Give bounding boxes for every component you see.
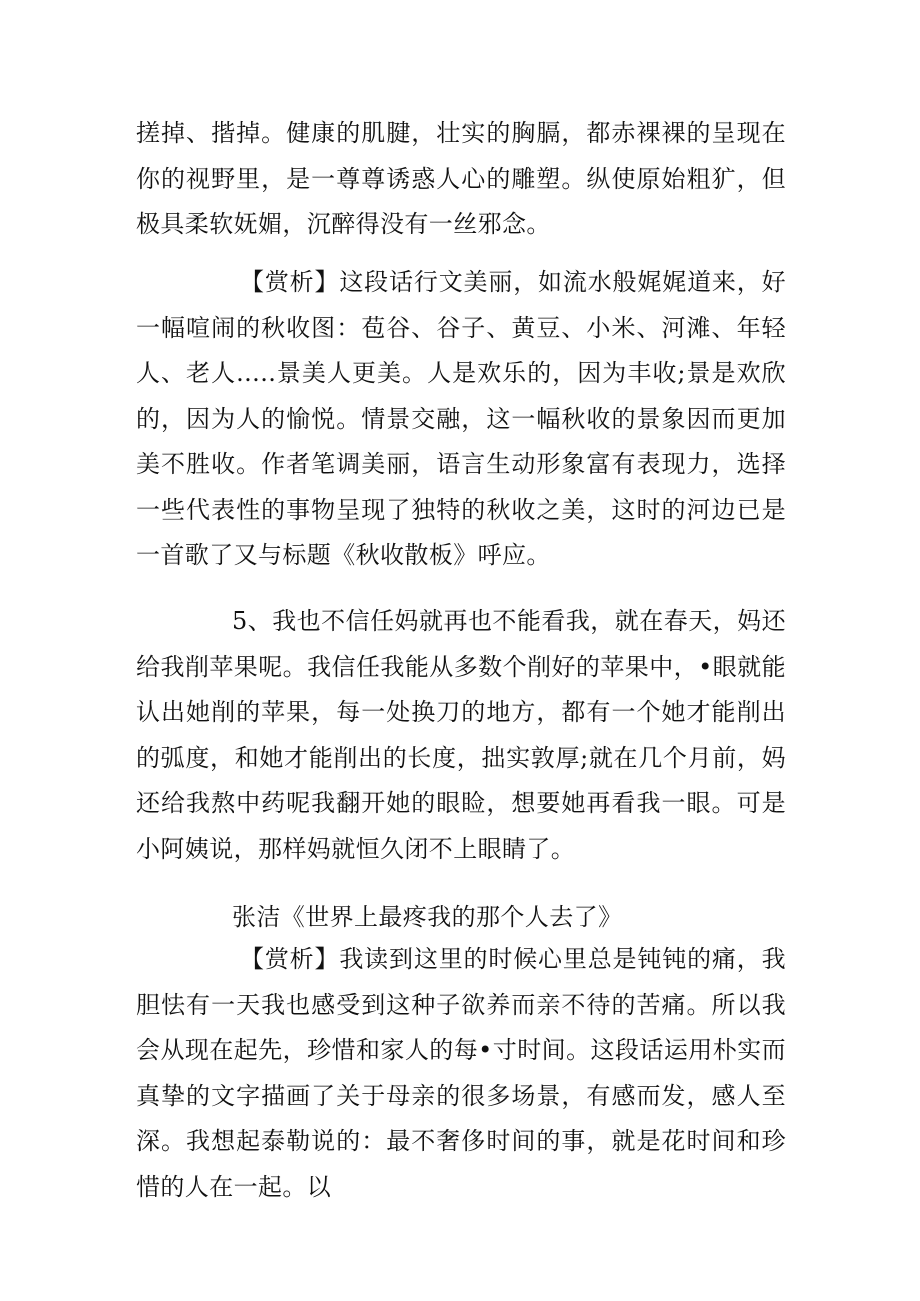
paragraph-excerpt-5: 5、我也不信任妈就再也不能看我，就在春天，妈还给我削苹果呢。我信任我能从多数个削好的苹果中，•眼就能认出她削的苹果，每一处换刀的地方，都有一个她才能削出的弧度，和她才能削出的长度，拙实敦厚;就在几个月前，妈还给我熬中药呢我翻开她的眼睑，想要她再看我一眼。可是小阿姨说，那样妈就恒久闭不上眼睛了。 (136, 607, 786, 863)
paragraph-analysis-mother: 【赏析】我读到这里的时候心里总是钝钝的痛，我胆怯有一天我也感受到这种子欲养而亲不待的苦痛。所以我会从现在起先，珍惜和家人的每•寸时间。这段话运用朴实而真挚的文字描画了关于母亲的很多场景，有感而发，感人至深。我想起泰勒说的：最不奢侈时间的事，就是花时间和珍惜的人在一起。以 (136, 945, 786, 1201)
paragraph-analysis-autumn: 【赏析】这段话行文美丽，如流水般娓娓道来，好一幅喧闹的秋收图：苞谷、谷子、黄豆、小米、河滩、年轻人、老人.....景美人更美。人是欢乐的，因为丰收;景是欢欣的，因为人的愉悦。情景交融，这一幅秋收的景象因而更加美不胜收。作者笔调美丽，语言生动形象富有表现力，选择一些代表性的事物呈现了独特的秋收之美，这时的河边已是一首歌了又与标题《秋收散板》呼应。 (136, 268, 786, 569)
paragraph-description: 搓掉、揩掉。健康的肌腱，壮实的胸膈，都赤裸裸的呈现在你的视野里，是一尊尊诱惑人心的雕塑。纵使原始粗犷，但极具柔软妩媚，沉醉得没有一丝邪念。 (136, 119, 786, 238)
excerpt-source: 张洁《世界上最疼我的那个人去了》 (232, 903, 623, 931)
